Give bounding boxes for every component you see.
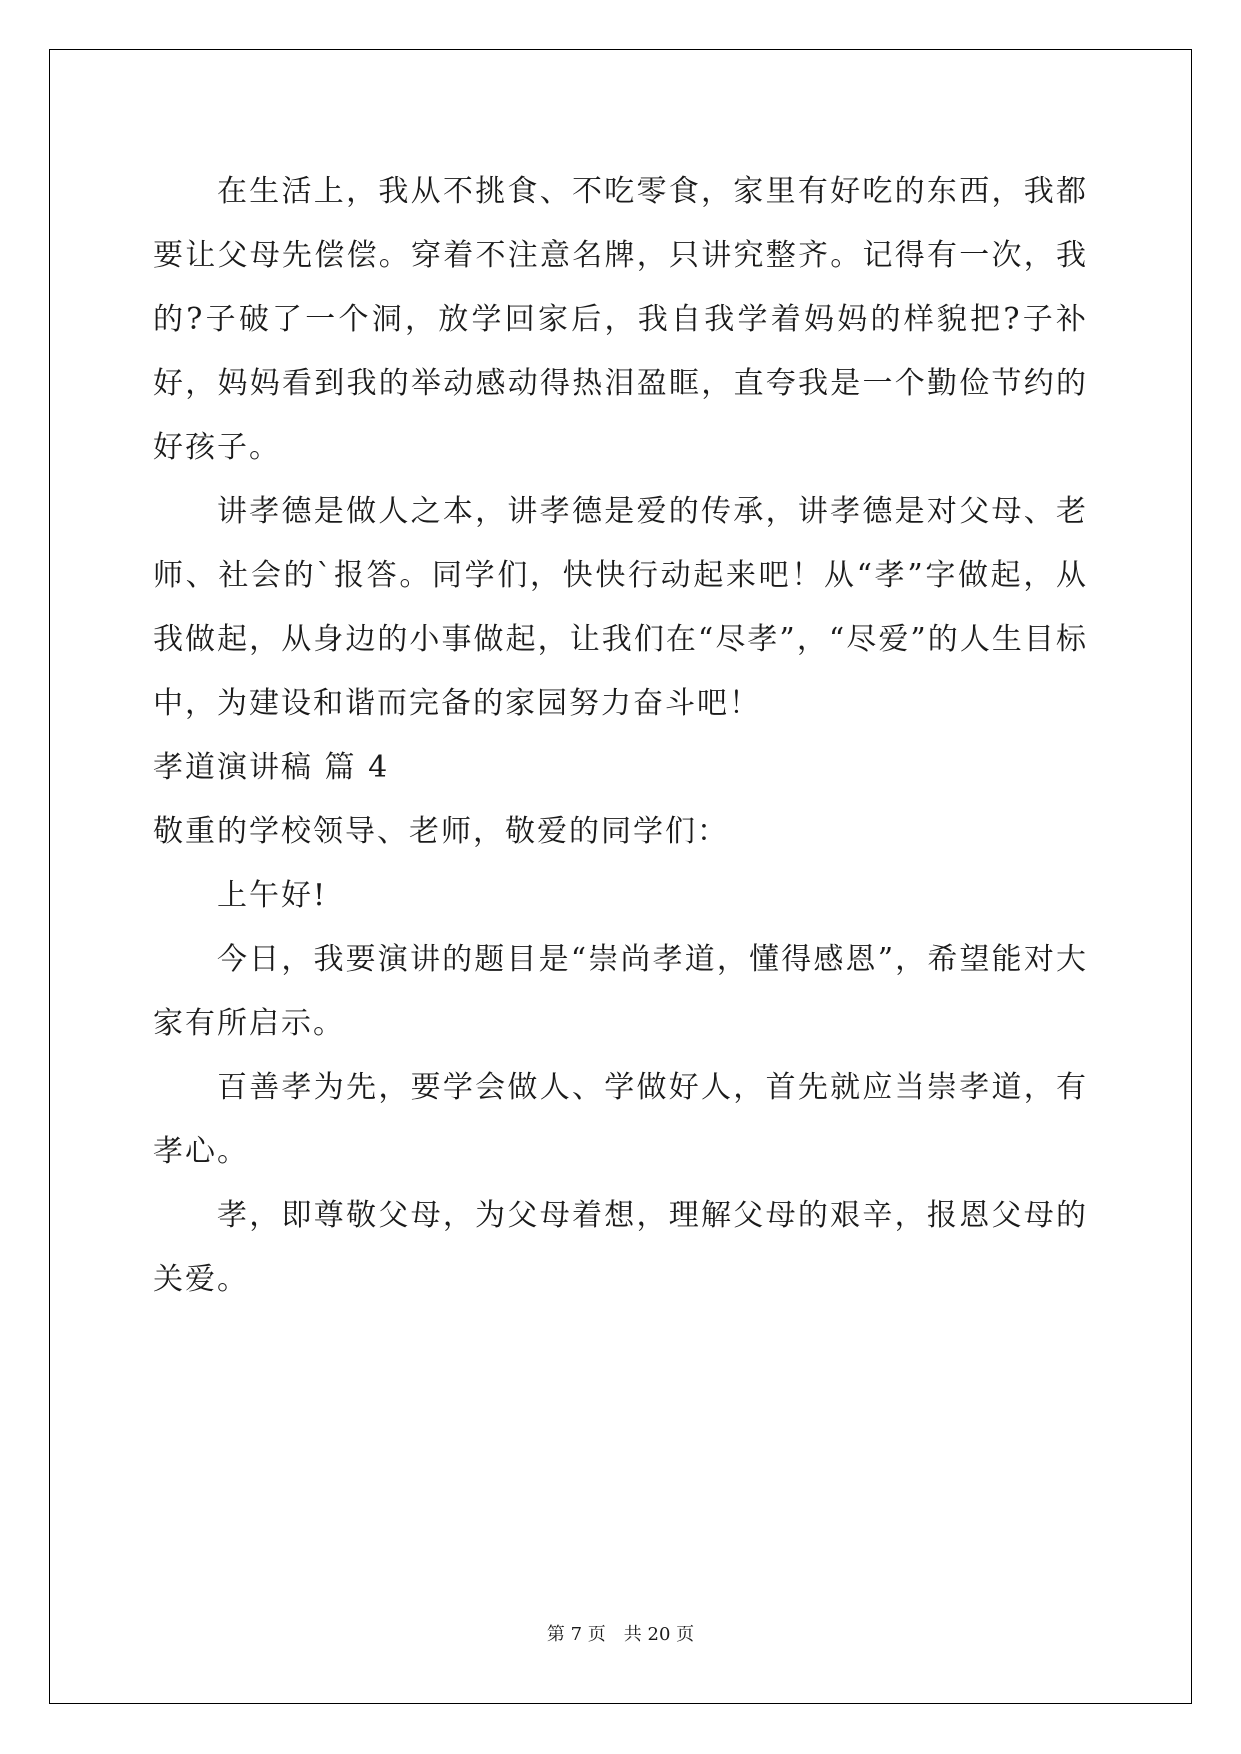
page-footer <box>0 1620 1241 1646</box>
greeting: 上午好! <box>217 878 328 913</box>
page-number: 第 7 页 <box>546 1624 606 1645</box>
document-body <box>153 160 1088 1312</box>
page-total: 共 20 页 <box>623 1624 695 1645</box>
paragraph-frugal-living: 在生活上，我从不挑食、不吃零食，家里有好吃的东西，我都要让父母先偿偿。穿着不注意名牌，只讲究整齐。记得有一次，我的?子破了一个洞，放学回家后，我自我学着妈妈的样貌把?子补好，妈妈看到我的举动感动得热泪盈眶，直夸我是一个勤俭节约的好孩子。 <box>153 174 1088 465</box>
salutation: 敬重的学校领导、老师，敬爱的同学们： <box>153 814 729 849</box>
paragraph-filial-definition: 孝，即尊敬父母，为父母着想，理解父母的艰辛，报恩父母的关爱。 <box>153 1198 1088 1297</box>
paragraph-filial-first: 百善孝为先，要学会做人、学做好人，首先就应当崇孝道，有孝心。 <box>153 1070 1088 1169</box>
paragraph-topic: 今日，我要演讲的题目是“崇尚孝道，懂得感恩”，希望能对大家有所启示。 <box>153 942 1088 1041</box>
section-heading: 孝道演讲稿 篇 4 <box>153 750 390 785</box>
paragraph-filial-virtue: 讲孝德是做人之本，讲孝德是爱的传承，讲孝德是对父母、老师、社会的`报答。同学们，快快行动起来吧！从“孝”字做起，从我做起，从身边的小事做起，让我们在“尽孝”，“尽爱”的人生目标中，为建设和谐而完备的家园努力奋斗吧！ <box>153 494 1088 721</box>
